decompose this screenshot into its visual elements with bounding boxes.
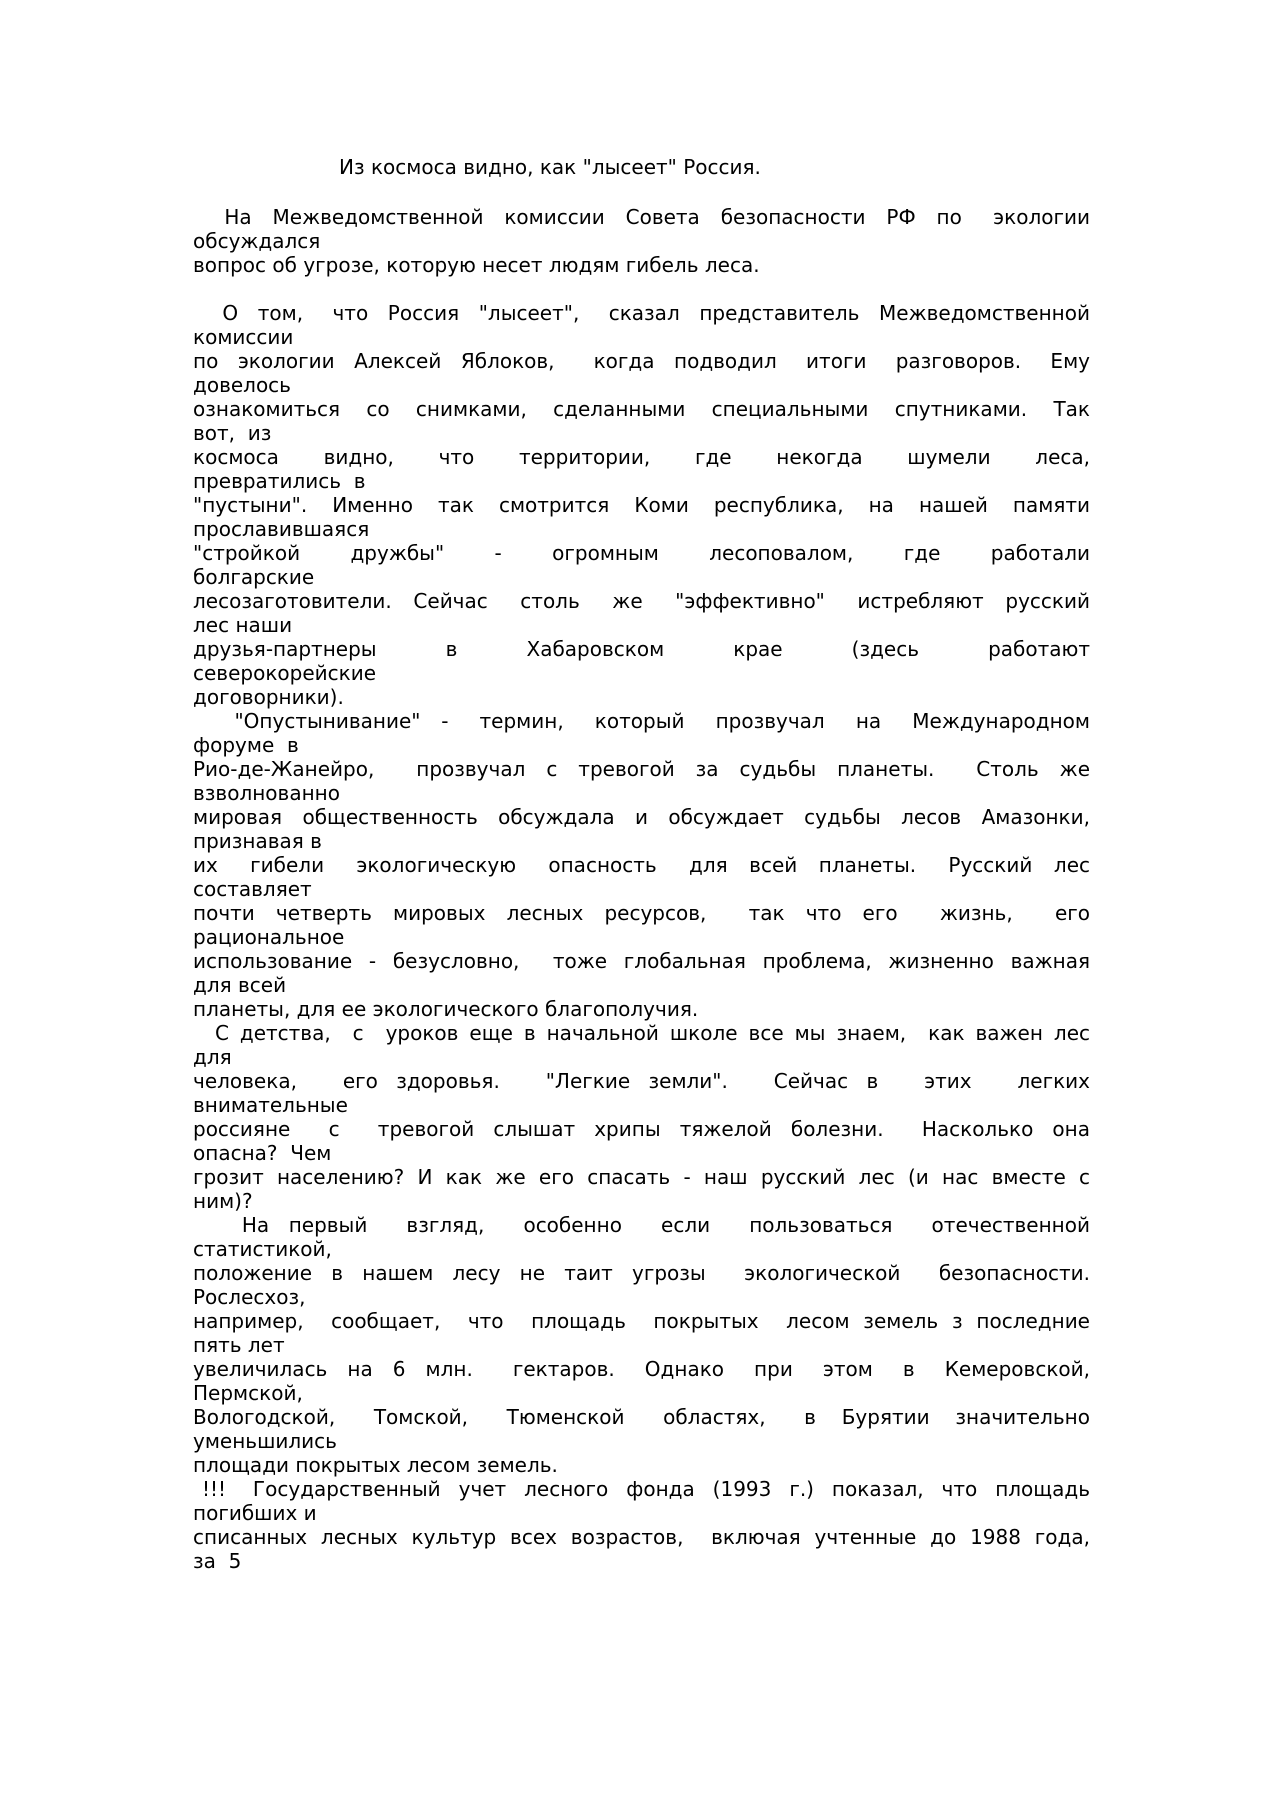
text-line: вопрос об угрозе, которую несет людям гибель леса.: [193, 253, 760, 277]
page-title: Из космоса видно, как "лысеет" Россия.: [339, 155, 761, 179]
text-line: их гибели экологическую опасность для всей планеты. Русский лес: [193, 853, 1090, 877]
text-line: за 5: [193, 1549, 242, 1573]
text-line: положение в нашем лесу не таит угрозы экологической безопасности.: [193, 1261, 1090, 1285]
text-line: ознакомиться со снимками, сделанными специальными спутниками. Так: [193, 397, 1090, 421]
text-line: ним)?: [193, 1189, 253, 1213]
text-line: списанных лесных культур всех возрастов, включая учтенные до 1988 года,: [193, 1525, 1090, 1549]
text-line: Пермской,: [193, 1381, 303, 1405]
text-line: уменьшились: [193, 1429, 337, 1453]
text-line: северокорейские: [193, 661, 377, 685]
text-line: составляет: [193, 877, 312, 901]
text-line: вот, из: [193, 421, 272, 445]
text-line: комиссии: [193, 325, 294, 349]
text-line: С детства, с уроков еще в начальной школе все мы знаем, как важен лес: [193, 1021, 1090, 1045]
text-line: лесозаготовители. Сейчас столь же "эффективно" истребляют русский: [193, 589, 1090, 613]
body-text: [193, 205, 1090, 1573]
text-line: человека, его здоровья. "Легкие земли". Сейчас в этих легких: [193, 1069, 1090, 1093]
text-line: площади покрытых лесом земель.: [193, 1453, 558, 1477]
text-line: планеты, для ее экологического благополучия.: [193, 997, 699, 1021]
text-line: мировая общественность обсуждала и обсуждает судьбы лесов Амазонки,: [193, 805, 1090, 829]
text-line: пять лет: [193, 1333, 285, 1357]
text-line: довелось: [193, 373, 291, 397]
text-line: погибших и: [193, 1501, 317, 1525]
text-line: лес наши: [193, 613, 293, 637]
text-line: "пустыни". Именно так смотрится Коми республика, на нашей памяти: [193, 493, 1090, 517]
text-line: друзья-партнеры в Хабаровском крае (здесь работают: [193, 637, 1090, 661]
text-line: На Межведомственной комиссии Совета безопасности РФ по экологии: [193, 205, 1090, 229]
text-line: использование - безусловно, тоже глобальная проблема, жизненно важная: [193, 949, 1090, 973]
text-line: для: [193, 1045, 232, 1069]
text-line: признавая в: [193, 829, 322, 853]
text-line: например, сообщает, что площадь покрытых лесом земель з последние: [193, 1309, 1090, 1333]
text-line: увеличилась на 6 млн. гектаров. Однако при этом в Кемеровской,: [193, 1357, 1090, 1381]
text-line: !!! Государственный учет лесного фонда (1993 г.) показал, что площадь: [193, 1477, 1090, 1501]
text-line: по экологии Алексей Яблоков, когда подводил итоги разговоров. Ему: [193, 349, 1090, 373]
text-line: взволнованно: [193, 781, 340, 805]
text-line: для всей: [193, 973, 287, 997]
text-line: "стройкой дружбы" - огромным лесоповалом, где работали: [193, 541, 1090, 565]
text-line: обсуждался: [193, 229, 321, 253]
text-line: Рослесхоз,: [193, 1285, 306, 1309]
text-line: рациональное: [193, 925, 345, 949]
text-line: опасна? Чем: [193, 1141, 332, 1165]
text-line: грозит населению? И как же его спасать - наш русский лес (и нас вместе с: [193, 1165, 1090, 1189]
text-line: почти четверть мировых лесных ресурсов, так что его жизнь, его: [193, 901, 1090, 925]
text-line: превратились в: [193, 469, 366, 493]
text-line: О том, что Россия "лысеет", сказал представитель Межведомственной: [193, 301, 1090, 325]
text-line: Рио-де-Жанейро, прозвучал с тревогой за судьбы планеты. Столь же: [193, 757, 1090, 781]
text-line: болгарские: [193, 565, 315, 589]
paragraph-gap: [193, 277, 1090, 301]
text-line: внимательные: [193, 1093, 348, 1117]
text-line: "Опустынивание" - термин, который прозвучал на Международном: [193, 709, 1090, 733]
text-line: статистикой,: [193, 1237, 332, 1261]
text-line: прославившаяся: [193, 517, 370, 541]
text-line: договорники).: [193, 685, 344, 709]
text-line: На первый взгляд, особенно если пользоваться отечественной: [193, 1213, 1090, 1237]
text-line: форуме в: [193, 733, 299, 757]
text-line: россияне с тревогой слышат хрипы тяжелой болезни. Насколько она: [193, 1117, 1090, 1141]
text-line: Вологодской, Томской, Тюменской областях, в Бурятии значительно: [193, 1405, 1090, 1429]
text-line: космоса видно, что территории, где некогда шумели леса,: [193, 445, 1090, 469]
